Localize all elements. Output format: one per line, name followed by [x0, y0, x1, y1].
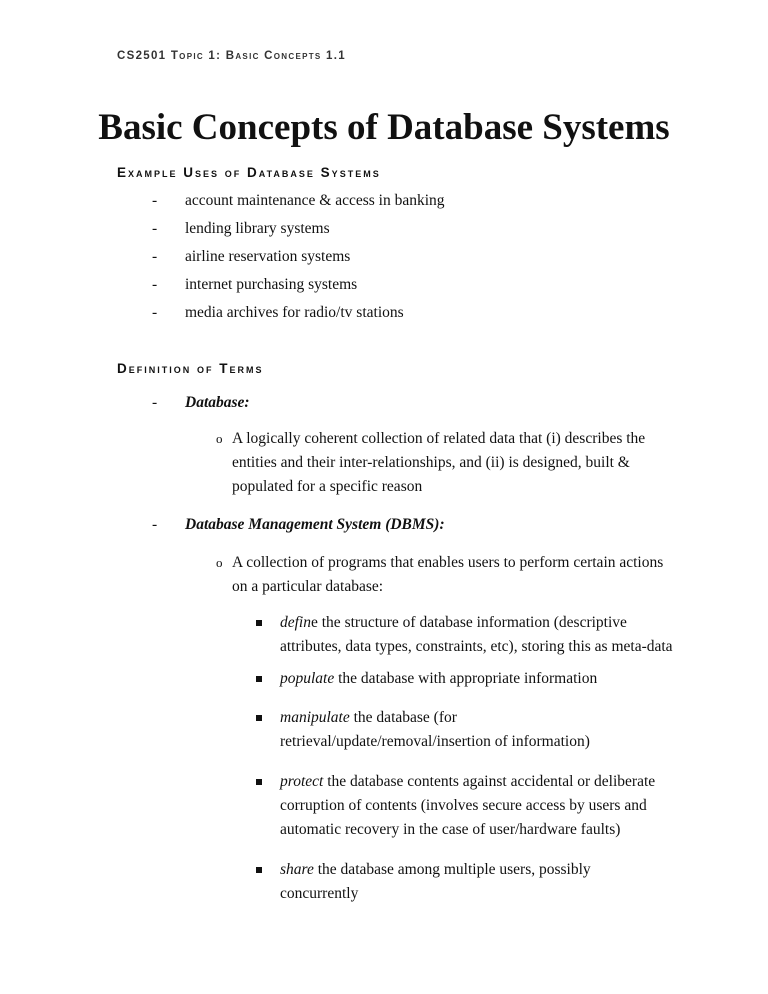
bullet-square-icon	[256, 715, 262, 721]
definition-dbms-row	[0, 551, 682, 599]
page-title: Basic Concepts of Database Systems	[98, 107, 670, 148]
action-verb: populate	[280, 670, 335, 687]
list-item-text: account maintenance & access in banking	[185, 192, 445, 209]
term-database: Database:	[185, 394, 250, 411]
list-item-text: lending library systems	[185, 220, 330, 237]
list-item	[0, 189, 768, 213]
bullet-square-icon	[256, 867, 262, 873]
action-verb: share	[280, 861, 314, 878]
bullet-circle-icon: o	[216, 431, 223, 446]
dbms-action-define	[0, 611, 690, 659]
bullet-square-icon	[256, 676, 262, 682]
list-item	[0, 301, 768, 325]
action-description: the database (for retrieval/update/removal/insertion of information)	[280, 709, 590, 750]
term-dbms-row	[0, 513, 768, 537]
dbms-action-manipulate	[0, 706, 640, 754]
action-description: the database among multiple users, possibly concurrently	[280, 861, 591, 902]
bullet-dash: -	[152, 276, 158, 293]
list-item-text: airline reservation systems	[185, 248, 351, 265]
bullet-dash: -	[152, 304, 158, 321]
list-item	[0, 217, 768, 241]
list-item	[0, 273, 768, 297]
list-item	[0, 245, 768, 269]
section-heading-example-uses: Example Uses of Database Systems	[117, 165, 381, 180]
term-dbms: Database Management System (DBMS):	[185, 516, 445, 533]
bullet-dash: -	[152, 192, 158, 209]
list-item-text: internet purchasing systems	[185, 276, 358, 293]
bullet-dash: -	[152, 516, 158, 533]
section-heading-definition-of-terms: Definition of Terms	[117, 361, 264, 376]
definition-dbms: A collection of programs that enables users to perform certain actions on a particular database:	[232, 554, 664, 595]
bullet-square-icon	[256, 620, 262, 626]
dbms-action-populate	[0, 667, 690, 691]
dbms-action-protect	[0, 770, 690, 842]
bullet-circle-icon: o	[216, 555, 223, 570]
action-description: the database with appropriate information	[334, 670, 598, 687]
bullet-dash: -	[152, 394, 158, 411]
bullet-dash: -	[152, 220, 158, 237]
action-verb: manipulate	[280, 709, 350, 726]
action-verb: defin	[280, 614, 311, 631]
action-verb: protect	[280, 773, 324, 790]
list-item-text: media archives for radio/tv stations	[185, 304, 404, 321]
definition-database: A logically coherent collection of related data that (i) describes the entities and their inter-relationships, and (ii) is designed, built & populated for a specific reason	[232, 430, 646, 495]
running-header: CS2501 Topic 1: Basic Concepts 1.1	[117, 50, 346, 62]
action-description: the database contents against accidental or deliberate corruption of contents (involves secure access by users and automatic recovery in the case of user/hardware faults)	[280, 773, 656, 838]
definition-database-row	[0, 427, 682, 499]
term-database-row	[0, 391, 768, 415]
dbms-action-share	[0, 858, 620, 906]
action-description: e the structure of database information (descriptive attributes, data types, constraints, etc), storing this as meta-data	[280, 614, 673, 655]
bullet-dash: -	[152, 248, 158, 265]
bullet-square-icon	[256, 779, 262, 785]
